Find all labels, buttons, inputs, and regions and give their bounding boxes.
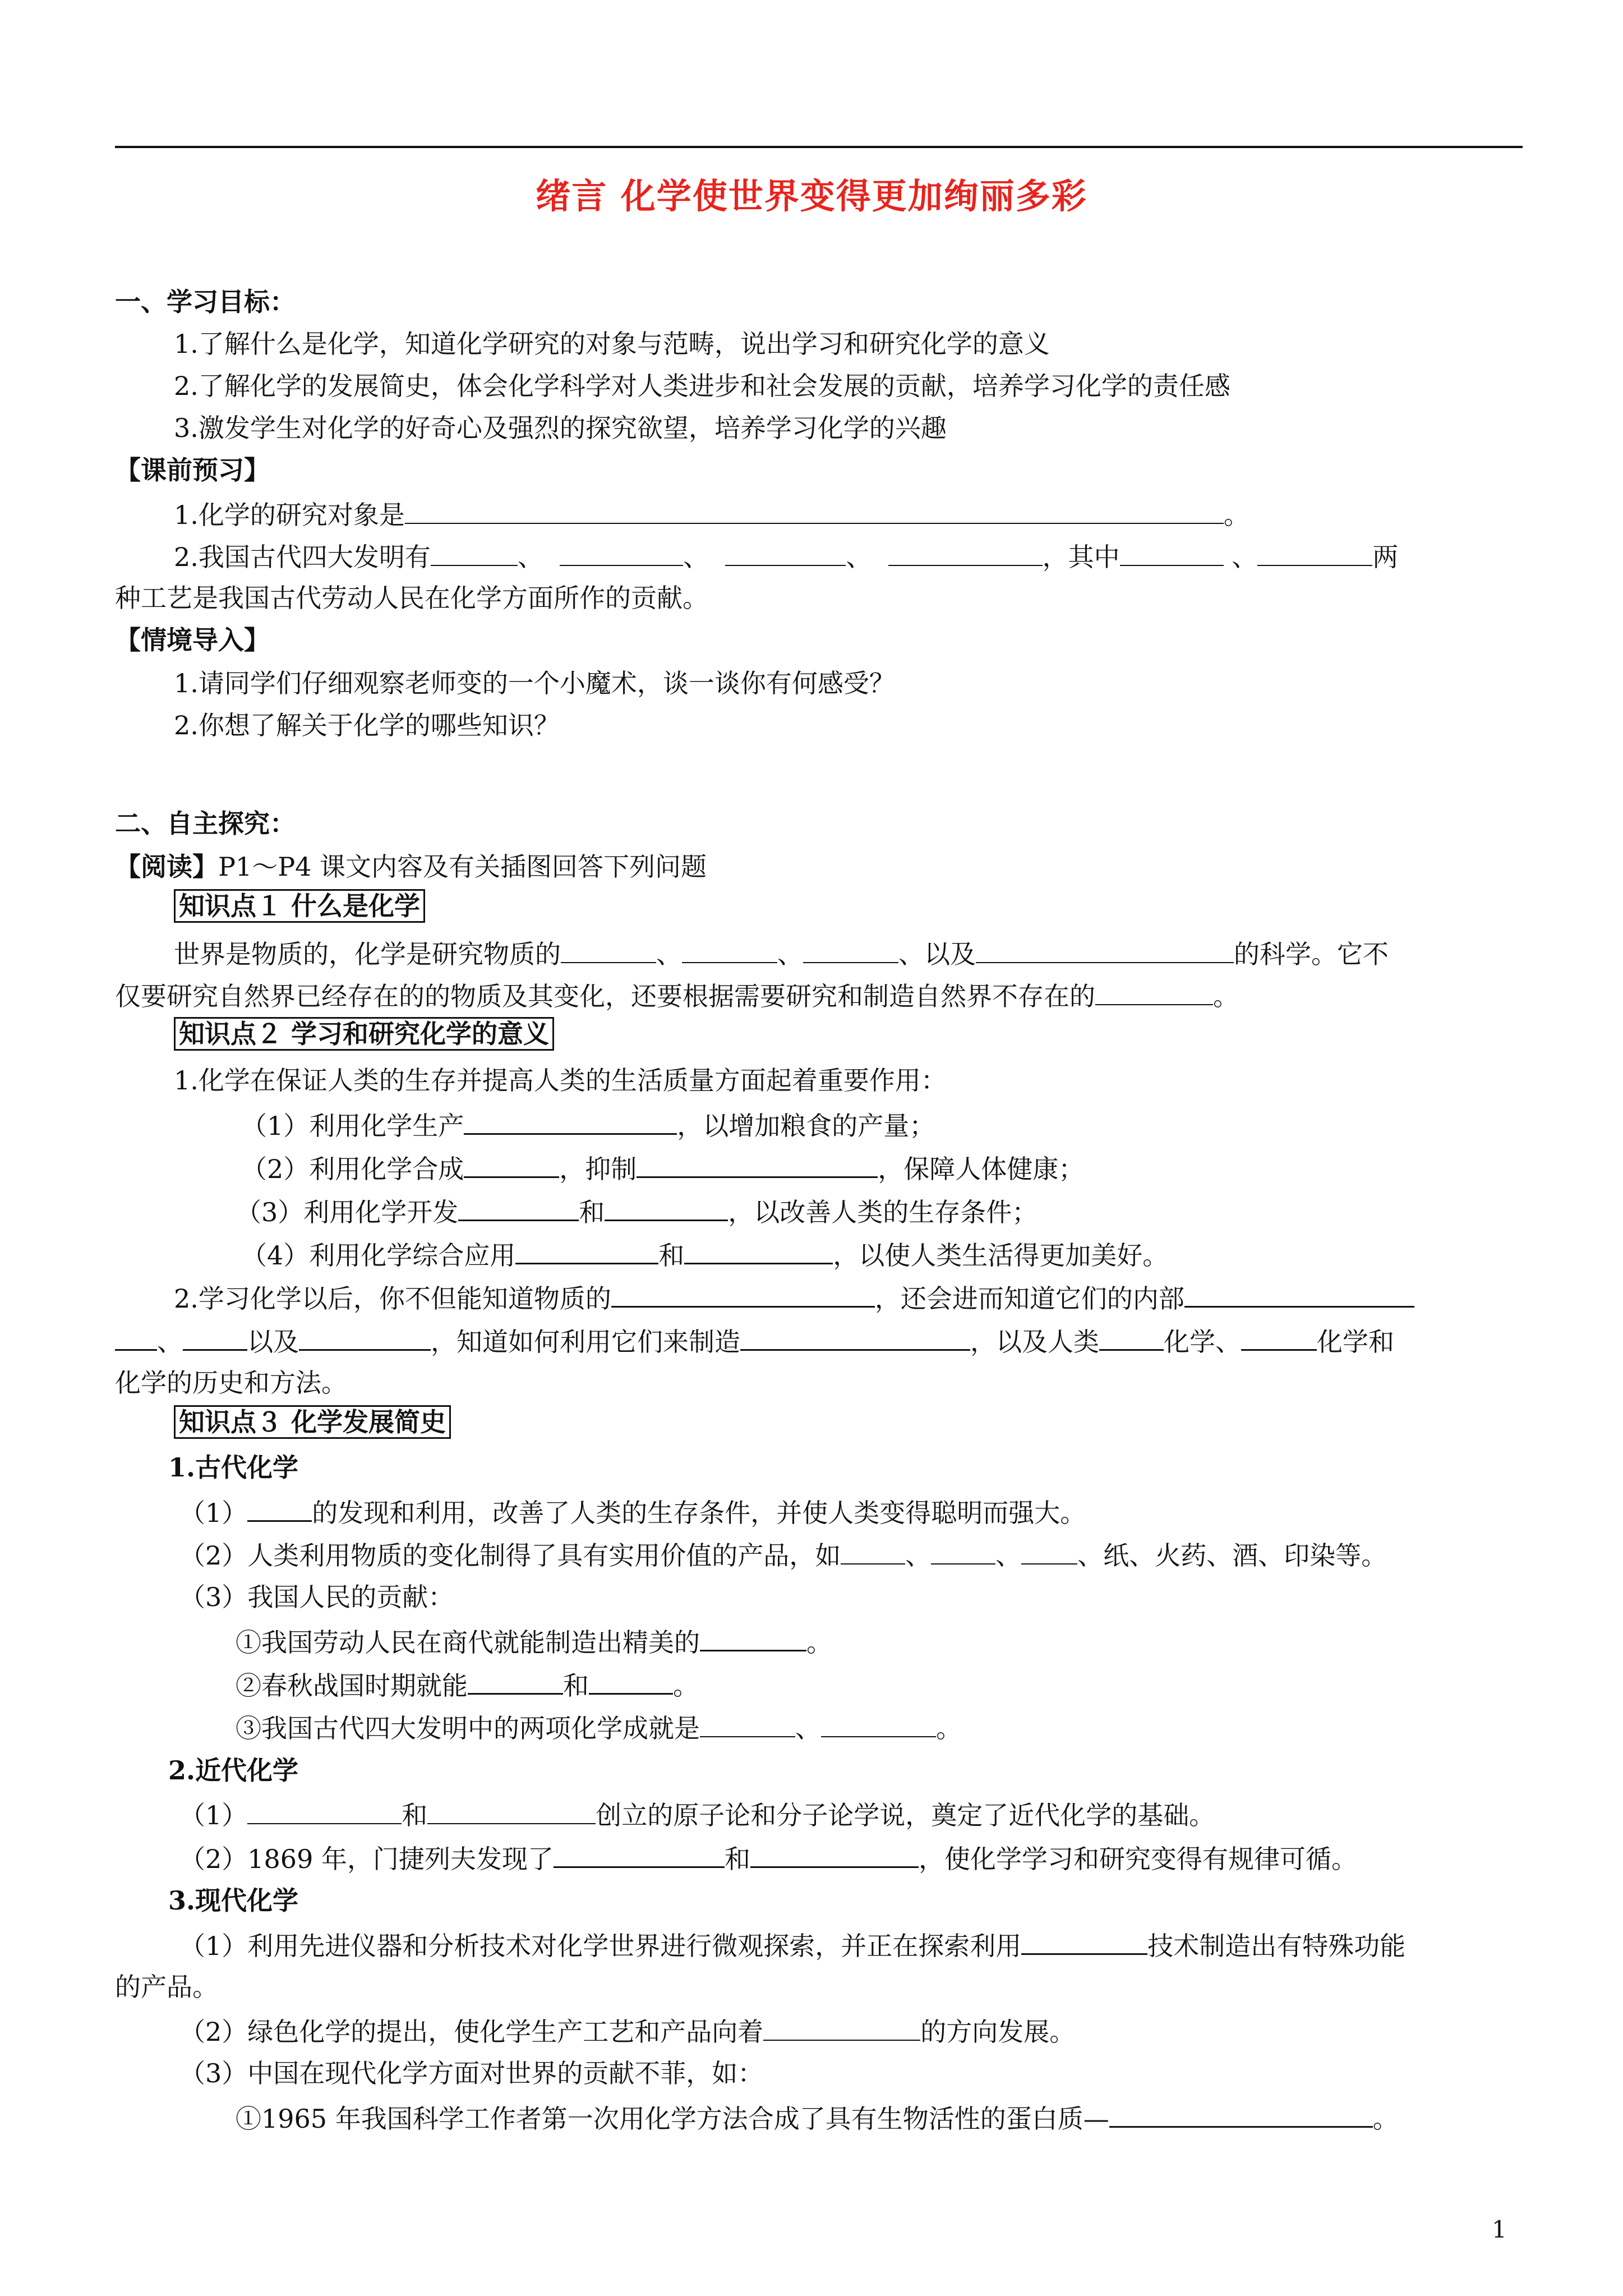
kp3-text: 和 [724, 1844, 750, 1874]
kp3-text: ，使化学学习和研究变得有规律可循。 [918, 1844, 1357, 1874]
answer-blank[interactable] [183, 1327, 247, 1351]
kp2-text: ，以增加粮食的产量； [677, 1111, 935, 1141]
answer-blank[interactable] [1109, 2104, 1373, 2128]
ancient-item-2 [179, 1540, 1387, 1571]
answer-blank[interactable] [725, 542, 846, 566]
knowledge-point-3-title: 知识点３ 化学发展简史 [174, 1405, 451, 1439]
punct: 、 [656, 939, 682, 969]
kp2-text: ，以改善人类的生存条件； [728, 1197, 1038, 1227]
answer-blank[interactable] [1120, 542, 1224, 566]
kp3-text: （2）1869 年，门捷列夫发现了 [179, 1844, 554, 1874]
kp2-intro: 1.化学在保证人类的生存并提高人类的生活质量方面起着重要作用： [174, 1065, 947, 1096]
current-item-2 [179, 2017, 1075, 2045]
punct: 。 [1372, 2104, 1399, 2134]
answer-blank[interactable] [1099, 1327, 1164, 1351]
kp1-line-2 [115, 982, 1239, 1009]
punct: 。 [673, 1671, 699, 1701]
answer-blank[interactable] [976, 940, 1234, 963]
read-label: 【阅读】 [115, 852, 218, 882]
answer-blank[interactable] [560, 542, 683, 566]
kp3-text: 的方向发展。 [920, 2017, 1076, 2047]
ancient-chemistry-heading: 1.古代化学 [168, 1452, 299, 1483]
answer-blank[interactable] [637, 1154, 878, 1178]
kp2-text: （3）利用化学开发 [236, 1197, 459, 1227]
kp3-text: （1） [179, 1800, 248, 1830]
answer-blank[interactable] [247, 1801, 402, 1824]
page-number: 1 [1492, 2216, 1507, 2243]
goal-item: 1.了解什么是化学，知道化学研究的对象与范畴，说出学习和研究化学的意义 [174, 329, 1050, 359]
answer-blank[interactable] [431, 542, 518, 566]
answer-blank[interactable] [821, 1714, 936, 1737]
modern-item-1 [179, 1801, 1215, 1828]
kp2-text: 化学和 [1317, 1327, 1394, 1357]
answer-blank[interactable] [515, 1240, 658, 1264]
kp2-text: （2）利用化学合成 [241, 1154, 464, 1184]
answer-blank[interactable] [803, 940, 898, 963]
answer-blank[interactable] [405, 500, 1224, 524]
answer-blank[interactable] [468, 1671, 563, 1695]
punct: 、 [995, 1540, 1022, 1571]
page-title: 绪言 化学使世界变得更加绚丽多彩 [536, 176, 1087, 217]
kp2-item-2 [241, 1154, 1084, 1182]
punct: 。 [936, 1713, 962, 1743]
punct: 、 [777, 939, 803, 969]
kp3-text: （2）绿色化学的提出，使化学生产工艺和产品向着 [179, 2017, 764, 2047]
preview-q2-end: 两 [1372, 542, 1399, 572]
current-item-1-cont: 的产品。 [115, 1972, 218, 2002]
preview-q1-text: 1.化学的研究对象是 [174, 500, 405, 530]
answer-blank[interactable] [247, 1498, 312, 1522]
answer-blank[interactable] [763, 2017, 920, 2041]
kp3-text: ②春秋战国时期就能 [236, 1671, 468, 1701]
kp3-text: ③我国古代四大发明中的两项化学成就是 [236, 1713, 700, 1743]
punct: 、 [905, 1540, 932, 1571]
answer-blank[interactable] [464, 1111, 677, 1135]
ancient-item-3: （3）我国人民的贡献： [179, 1582, 454, 1612]
kp2-text: ，抑制 [559, 1154, 637, 1184]
answer-blank[interactable] [554, 1844, 725, 1868]
answer-blank[interactable] [750, 1844, 919, 1868]
kp2-text: 2.学习化学以后，你不但能知道物质的 [174, 1283, 611, 1314]
kp2-text: 化学、 [1164, 1327, 1241, 1357]
kp3-text: 和 [402, 1800, 428, 1830]
kp3-text: （2）人类利用物质的变化制得了具有实用价值的产品，如 [179, 1540, 841, 1571]
preview-q1 [174, 500, 1249, 528]
kp2-item-1 [241, 1111, 935, 1139]
answer-blank[interactable] [589, 1671, 673, 1695]
kp2-paragraph-2-cont [115, 1327, 1394, 1355]
preview-q2-continued: 种工艺是我国古代劳动人民在化学方面所作的贡献。 [115, 583, 708, 613]
preview-q2-mid: ，其中 [1042, 542, 1120, 572]
current-chemistry-heading: 3.现代化学 [168, 1885, 299, 1916]
answer-blank[interactable] [888, 542, 1043, 566]
kp3-text: 、纸、火药、酒、印染等。 [1077, 1540, 1387, 1571]
answer-blank[interactable] [684, 1240, 833, 1264]
kp3-text: 创立的原子论和分子论学说，奠定了近代化学的基础。 [596, 1800, 1215, 1830]
scene-item: 1.请同学们仔细观察老师变的一个小魔术，谈一谈你有何感受？ [174, 668, 895, 698]
answer-blank[interactable] [1241, 1327, 1317, 1351]
kp2-text: （1）利用化学生产 [241, 1111, 464, 1141]
punct: 。 [806, 1627, 832, 1658]
kp2-item-3 [236, 1197, 1038, 1225]
kp3-text: ①1965 年我国科学工作者第一次用化学方法合成了具有生物活性的蛋白质— [236, 2104, 1109, 2134]
answer-blank[interactable] [299, 1327, 431, 1351]
answer-blank[interactable] [1095, 982, 1213, 1005]
answer-blank[interactable] [427, 1801, 596, 1824]
kp3-text: （1）利用先进仪器和分析技术对化学世界进行微观探索，并正在探索利用 [179, 1931, 1022, 1961]
answer-blank[interactable] [611, 1283, 875, 1308]
preview-heading: 【课前预习】 [115, 455, 270, 485]
scene-heading: 【情境导入】 [115, 625, 270, 655]
answer-blank[interactable] [1257, 542, 1372, 566]
kp3-text: （1） [179, 1498, 248, 1528]
punct: 、 [846, 542, 872, 572]
punct: 。 [1223, 500, 1249, 530]
kp2-paragraph-2 [174, 1283, 1414, 1312]
kp3-text: 和 [563, 1671, 589, 1701]
answer-blank[interactable] [1021, 1541, 1077, 1565]
ancient-item-3-2 [236, 1671, 699, 1699]
kp1-text: 的科学。它不 [1234, 939, 1389, 969]
kp2-text: ，保障人体健康； [878, 1154, 1085, 1184]
answer-blank[interactable] [841, 1541, 905, 1565]
punct: 、 [795, 1713, 821, 1743]
punct: 、 [517, 542, 543, 572]
kp1-text: 世界是物质的，化学是研究物质的 [174, 939, 561, 969]
knowledge-point-2-title: 知识点２ 学习和研究化学的意义 [174, 1017, 554, 1051]
ancient-item-3-3 [236, 1714, 962, 1741]
ancient-item-1 [179, 1498, 1086, 1526]
goal-item: 2.了解化学的发展简史，体会化学科学对人类进步和社会发展的贡献，培养学习化学的责任感 [174, 371, 1230, 401]
punct: 。 [1213, 981, 1239, 1011]
punct: 、 [683, 542, 709, 572]
kp2-text: 和 [579, 1197, 605, 1227]
answer-blank[interactable] [1184, 1283, 1414, 1308]
answer-blank[interactable] [682, 940, 777, 963]
answer-blank[interactable] [700, 1714, 795, 1737]
kp2-text: 和 [658, 1240, 685, 1271]
kp2-text: ，以使人类生活得更加美好。 [833, 1240, 1169, 1271]
kp2-paragraph-2-end: 化学的历史和方法。 [115, 1368, 347, 1398]
kp3-text: ①我国劳动人民在商代就能制造出精美的 [236, 1627, 700, 1658]
kp2-text: （4）利用化学综合应用 [241, 1240, 516, 1271]
answer-blank[interactable] [605, 1197, 728, 1221]
current-item-3: （3）中国在现代化学方面对世界的贡献不菲，如： [179, 2058, 764, 2088]
modern-chemistry-heading: 2.近代化学 [168, 1755, 299, 1786]
kp1-text: 、以及 [898, 939, 976, 969]
header-rule [115, 146, 1523, 148]
punct: 、 [1232, 542, 1258, 572]
answer-blank[interactable] [740, 1327, 970, 1351]
section-heading-goals: 一、学习目标： [115, 287, 296, 317]
kp2-text: ，以及人类 [970, 1327, 1099, 1357]
kp2-text: 以及 [247, 1327, 299, 1357]
ancient-item-3-1 [236, 1627, 832, 1658]
answer-blank[interactable] [115, 1327, 157, 1351]
goal-item: 3.激发学生对化学的好奇心及强烈的探究欲望，培养学习化学的兴趣 [174, 413, 947, 443]
answer-blank[interactable] [931, 1541, 995, 1565]
kp3-text: 技术制造出有特殊功能 [1147, 1931, 1406, 1961]
answer-blank[interactable] [458, 1197, 579, 1221]
answer-blank[interactable] [1021, 1931, 1147, 1955]
answer-blank[interactable] [561, 940, 656, 963]
read-instruction [115, 854, 707, 880]
punct: 、 [157, 1327, 183, 1357]
kp2-text: ，还会进而知道它们的内部 [874, 1283, 1184, 1314]
current-item-3-1 [236, 2104, 1399, 2132]
scene-item: 2.你想了解关于化学的哪些知识？ [174, 710, 560, 740]
preview-q2 [174, 542, 1398, 570]
current-item-1 [179, 1931, 1405, 1959]
kp1-text: 仅要研究自然界已经存在的的物质及其变化，还要根据需要研究和制造自然界不存在的 [115, 981, 1095, 1011]
kp2-item-4 [241, 1240, 1169, 1271]
read-text: P1～P4 课文内容及有关插图回答下列问题 [218, 852, 707, 882]
kp1-line-1 [174, 940, 1389, 967]
modern-item-2 [179, 1844, 1357, 1872]
kp3-text: 的发现和利用，改善了人类的生存条件，并使人类变得聪明而强大。 [312, 1498, 1086, 1528]
answer-blank[interactable] [700, 1627, 806, 1651]
kp2-text: ，知道如何利用它们来制造 [431, 1327, 740, 1357]
section-heading-explore: 二、自主探究： [115, 808, 296, 839]
preview-q2-text: 2.我国古代四大发明有 [174, 542, 431, 572]
answer-blank[interactable] [464, 1154, 559, 1178]
knowledge-point-1-title: 知识点１ 什么是化学 [174, 889, 425, 923]
